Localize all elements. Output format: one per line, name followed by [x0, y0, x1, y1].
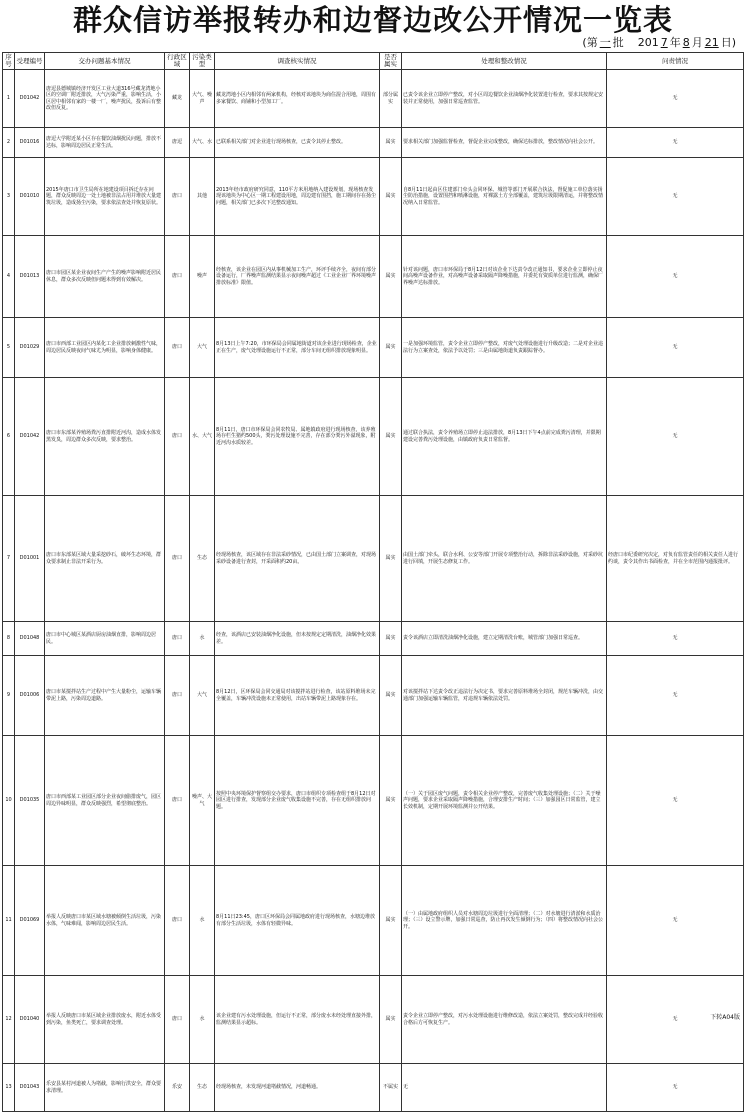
pollution-type-cell: 大气、噪声: [190, 70, 215, 128]
issue-cell: 唐逗大学附近某小区存在餐饮油烟扰民问题，排放不达标，影响周边居民正常生活。: [45, 128, 165, 158]
verdict-cell: 属实: [380, 736, 402, 866]
batch-year-word: 年: [669, 36, 681, 49]
region-cell: 乐安: [165, 1064, 190, 1112]
finding-cell: 8月12日，区环保局会同交通局对该搅拌站进行检查，该站原料堆场未完全覆盖，车辆冲洗设施未正常使用，出站车辆带泥上路现象存在。: [215, 656, 380, 736]
issue-cell: 唐口市园区某企业夜间生产产生的噪声影响附近居民休息，群众多次反映但问题未得到有效解决。: [45, 236, 165, 318]
row-number: 8: [3, 622, 15, 656]
row-number: 6: [3, 378, 15, 496]
verdict-cell: 属实: [380, 128, 402, 158]
case-id: D01029: [15, 318, 45, 378]
accountability-cell: 无: [607, 1064, 744, 1112]
finding-cell: 藏龙湾地小区内相邻有两家机构，经核对该地块为商住混合用地，周围有多家餐饮、商铺和小型加工厂。: [215, 70, 380, 128]
case-id: D01042: [15, 70, 45, 128]
region-cell: 唐口: [165, 378, 190, 496]
issue-cell: 举报人反映唐口市某区域水塘被倾倒生活垃圾，污染水体，气味难闻，影响周边居民生活。: [45, 866, 165, 976]
accountability-cell: 无: [607, 70, 744, 128]
column-header: 污染类型: [190, 53, 215, 70]
issue-cell: 唐口市东部某区域大量采挖砂石，破坏生态环境，群众要求制止非法开采行为。: [45, 496, 165, 622]
handling-cell: 要求相关部门加强监督检查，督促企业完成整改，确保达标排放，整改情况向社会公开。: [402, 128, 607, 158]
table-row: [3, 622, 744, 656]
finding-cell: 按照中央环境保护督察组交办要求，唐口市组织专项检查组于8月12日对园区进行排查，发现部分企业废气收集设施不完善，存在无组织排放问题。: [215, 736, 380, 866]
pollution-type-cell: 大气: [190, 656, 215, 736]
region-cell: 唐口: [165, 976, 190, 1064]
case-id: D01069: [15, 866, 45, 976]
issue-cell: 举报人反映唐口市某区域企业排放废水，附近水体受到污染，鱼类死亡，要求调查处理。: [45, 976, 165, 1064]
row-number: 9: [3, 656, 15, 736]
accountability-cell: 无: [607, 378, 744, 496]
row-number: 7: [3, 496, 15, 622]
pollution-type-cell: 水、大气: [190, 378, 215, 496]
verdict-cell: 属实: [380, 656, 402, 736]
accountability-cell: 无: [607, 976, 744, 1064]
row-number: 1: [3, 70, 15, 128]
verdict-cell: 属实: [380, 866, 402, 976]
table-row: [3, 70, 744, 128]
pollution-type-cell: 生态: [190, 496, 215, 622]
batch-word: 批: [612, 36, 624, 49]
handling-cell: 针对该问题，唐口市环保局于8月12日对该企业下达责令改正通知书，要求企业立即停止夜间高噪声设备作业，对高噪声设备采取隔声降噪措施，并委托有资质单位进行监测，确保厂界噪声达标排放。: [402, 236, 607, 318]
finding-cell: 8月11日23:45，唐口区环保局会同属地政府进行现场核查，水塘边堆放有部分生活垃圾，水体有轻微异味。: [215, 866, 380, 976]
pollution-type-cell: 水: [190, 866, 215, 976]
continued-note: 下转A04版: [710, 1014, 740, 1021]
case-id: D01040: [15, 976, 45, 1064]
region-cell: 唐口: [165, 236, 190, 318]
pollution-type-cell: 大气: [190, 318, 215, 378]
finding-cell: 已联系相关部门对企业进行现场核查，已责令其停止整改。: [215, 128, 380, 158]
region-cell: 唐口: [165, 656, 190, 736]
issue-cell: 2015年唐口市卫生局所在地建设项目拆迁存在问题，群众反映周边一处土地被非法占用并堆放大量建筑垃圾，造成扬尘污染，要求依法查处并恢复原状。: [45, 158, 165, 236]
table-row: [3, 378, 744, 496]
table-row: [3, 496, 744, 622]
accountability-cell: 无: [607, 622, 744, 656]
pollution-type-cell: 噪声、大气: [190, 736, 215, 866]
issue-cell: 唐口市某搅拌站生产过程中产生大量粉尘，运输车辆带泥上路，污染周边道路。: [45, 656, 165, 736]
finding-cell: 8月11日，唐口市环保局会同农牧局、属地镇政府进行现场核查，该养殖场存栏生猪约500头，粪污处理设施不完善，存在部分粪污外溢现象，附近河沟水质较差。: [215, 378, 380, 496]
issue-cell: 唐口市中心城区某酒店厨房油烟直排，影响周边居民。: [45, 622, 165, 656]
batch-day: 21: [704, 36, 719, 49]
case-id: D01010: [15, 158, 45, 236]
handling-cell: 由国土部门牵头，联合水利、公安等部门开展专项整治行动，拆除非法采砂设施，对采砂坑进行回填，开展生态修复工作。: [402, 496, 607, 622]
handling-cell: 已责令该企业立即停产整改，对小区周边餐饮企业油烟净化装置进行检查，要求其按规定安装并正常使用，加强日常巡查监管。: [402, 70, 607, 128]
issue-cell: 唐口市西部某工业园区部分企业夜间偷排废气，园区周边异味明显，群众反映强烈，希望彻底整治。: [45, 736, 165, 866]
batch-month: 8: [682, 36, 690, 49]
finding-cell: 2013年经市政府研究同意，110平方米用地纳入建设规划，现场核查发现该地块为中心区一期工程建设用地，周边建有围挡，施工期间存在扬尘问题，相关部门已多次下达整改通知。: [215, 158, 380, 236]
row-number: 11: [3, 866, 15, 976]
verdict-cell: 属实: [380, 378, 402, 496]
handling-cell: 自8月11日起由区住建部门牵头会同环保、城管等部门开展联合执法，督促施工单位落实扬尘防治措施，设置围挡和喷淋设施，对裸露土方全部覆盖，建筑垃圾限期清运，并将整改情况纳入日常监管。: [402, 158, 607, 236]
verdict-cell: 属实: [380, 318, 402, 378]
finding-cell: 经现场核查，该区域存在非法采砂情况，已由国土部门立案调查，对现场采砂设备进行查封，开采面积约20亩。: [215, 496, 380, 622]
batch-info: [582, 36, 736, 50]
finding-cell: 该企业建有污水处理设施，但运行不正常，部分废水未经处理直接外排，监测结果显示超标。: [215, 976, 380, 1064]
accountability-cell: 无: [607, 736, 744, 866]
handling-cell: 责令该酒店立即清洗油烟净化设施，建立定期清洗台账，城管部门加强日常巡查。: [402, 622, 607, 656]
row-number: 5: [3, 318, 15, 378]
finding-cell: 经现场核查，未发现河道堵截情况，河道畅通。: [215, 1064, 380, 1112]
finding-cell: 8月13日上午7:20，市环保局会同属地街道对该企业进行现场检查，企业正在生产，废气处理设施运行不正常，部分车间无组织排放现象明显。: [215, 318, 380, 378]
verdict-cell: 属实: [380, 496, 402, 622]
issue-cell: 唐口市西部工业园区内某化工企业排放刺激性气味，周边居民反映夜间气味尤为明显，影响身体健康。: [45, 318, 165, 378]
case-id: D01016: [15, 128, 45, 158]
table-row: [3, 656, 744, 736]
verdict-cell: 属实: [380, 158, 402, 236]
row-number: 12: [3, 976, 15, 1064]
table-header-row: [3, 53, 744, 70]
table-row: [3, 158, 744, 236]
table-row: [3, 976, 744, 1064]
batch-month-word: 月: [691, 36, 703, 49]
accountability-cell: 无: [607, 128, 744, 158]
batch-number: 一: [599, 36, 611, 49]
accountability-cell: 无: [607, 318, 744, 378]
case-id: D01042: [15, 378, 45, 496]
row-number: 4: [3, 236, 15, 318]
complaints-table: [2, 52, 744, 1112]
handling-cell: 通过联合执法，责令养殖场立即停止违法排放，8月13日下午4点前完成粪污清理，并限期建设完善粪污处理设施，由镇政府负责日常监督。: [402, 378, 607, 496]
handling-cell: 责令企业立即停产整改，对污水处理设施进行维修改造，依法立案处罚，整改完成并经验收合格后方可恢复生产。: [402, 976, 607, 1064]
column-header: 调查核实情况: [215, 53, 380, 70]
verdict-cell: 属实: [380, 622, 402, 656]
region-cell: 唐口: [165, 736, 190, 866]
verdict-cell: 属实: [380, 236, 402, 318]
finding-cell: 经查，该酒店已安装油烟净化设施，但未按规定定期清洗，油烟净化效果差。: [215, 622, 380, 656]
issue-cell: 唐逗县德城镇经济开发区工业大道316号藏龙湾地小区的空调厂附近排放，大气污染严重，影响生活，小区居中相邻有家的一楼一厂，噪声扰民，投诉后有整改但反复。: [45, 70, 165, 128]
handling-cell: （一）由属地政府组织人员对水塘周边垃圾进行全面清理；（二）对水塘进行清淤和水质治理；（三）设立警示牌，加强日常巡查，防止再次发生倾倒行为；（四）将整改情况向社会公开。: [402, 866, 607, 976]
accountability-cell: 无: [607, 656, 744, 736]
table-row: [3, 736, 744, 866]
pollution-type-cell: 噪声: [190, 236, 215, 318]
verdict-cell: 不属实: [380, 1064, 402, 1112]
case-id: D01035: [15, 736, 45, 866]
case-id: D01043: [15, 1064, 45, 1112]
batch-prefix: (第: [582, 36, 598, 49]
batch-day-word: 日): [720, 36, 736, 49]
case-id: D01001: [15, 496, 45, 622]
region-cell: 唐逗: [165, 128, 190, 158]
table-row: [3, 236, 744, 318]
case-id: D01048: [15, 622, 45, 656]
region-cell: 唐口: [165, 318, 190, 378]
column-header: 处理和整改情况: [402, 53, 607, 70]
table-row: [3, 1064, 744, 1112]
region-cell: 唐口: [165, 866, 190, 976]
row-number: 2: [3, 128, 15, 158]
pollution-type-cell: 生态: [190, 1064, 215, 1112]
region-cell: 唐口: [165, 622, 190, 656]
accountability-cell: 无: [607, 866, 744, 976]
column-header: 是否属实: [380, 53, 402, 70]
column-header: 序号: [3, 53, 15, 70]
column-header: 问责情况: [607, 53, 744, 70]
row-number: 13: [3, 1064, 15, 1112]
table-row: [3, 318, 744, 378]
column-header: 受理编号: [15, 53, 45, 70]
page-title: 群众信访举报转办和边督边改公开情况一览表: [72, 3, 673, 37]
handling-cell: 一是加强环境监管，责令企业立即停产整改，对废气处理设施进行升级改造；二是对企业违法行为立案查处，依法予以处罚；三是由属地街道负责跟踪督办。: [402, 318, 607, 378]
case-id: D01006: [15, 656, 45, 736]
region-cell: 藏龙: [165, 70, 190, 128]
column-header: 交办问题基本情况: [45, 53, 165, 70]
row-number: 10: [3, 736, 15, 866]
verdict-cell: 部分属实: [380, 70, 402, 128]
pollution-type-cell: 水: [190, 622, 215, 656]
table-row: [3, 128, 744, 158]
verdict-cell: 属实: [380, 976, 402, 1064]
handling-cell: 对该搅拌站下达责令改正违法行为决定书，要求完善原料堆场全封闭，规范车辆冲洗，由交通部门加强运输车辆监管，对违规车辆依法处罚。: [402, 656, 607, 736]
accountability-cell: 无: [607, 158, 744, 236]
issue-cell: 唐口市东部某养殖场粪污直排附近河沟，造成水体发黑发臭，周边群众多次反映，要求整治。: [45, 378, 165, 496]
table-row: [3, 866, 744, 976]
finding-cell: 经核查，该企业在园区内从事机械加工生产，环评手续齐全，夜间有部分设备运行，厂界噪声监测结果显示夜间噪声超过《工业企业厂界环境噪声排放标准》限值。: [215, 236, 380, 318]
row-number: 3: [3, 158, 15, 236]
pollution-type-cell: 水: [190, 976, 215, 1064]
table-body: [3, 70, 744, 1112]
region-cell: 唐口: [165, 158, 190, 236]
batch-year: 201: [637, 36, 659, 49]
issue-cell: 乐安县某村河道被人为堵截，影响行洪安全，群众要求清理。: [45, 1064, 165, 1112]
handling-cell: 无: [402, 1064, 607, 1112]
handling-cell: （一）关于园区废气问题，责令相关企业停产整改，完善废气收集处理设施；（二）关于噪声问题，要求企业采取隔声降噪措施，合理安排生产时间；（三）加强园区日常监管，建立长效机制，定期开展环境监测并公开结果。: [402, 736, 607, 866]
batch-year-suffix: 7: [660, 36, 668, 49]
pollution-type-cell: 其他: [190, 158, 215, 236]
accountability-cell: 经唐口市纪委研究决定，对负有监管责任的相关责任人进行约谈，责令其作出书面检查，并在全市范围内通报批评。: [607, 496, 744, 622]
case-id: D01013: [15, 236, 45, 318]
pollution-type-cell: 大气、水: [190, 128, 215, 158]
column-header: 行政区域: [165, 53, 190, 70]
region-cell: 唐口: [165, 496, 190, 622]
accountability-cell: 无: [607, 236, 744, 318]
